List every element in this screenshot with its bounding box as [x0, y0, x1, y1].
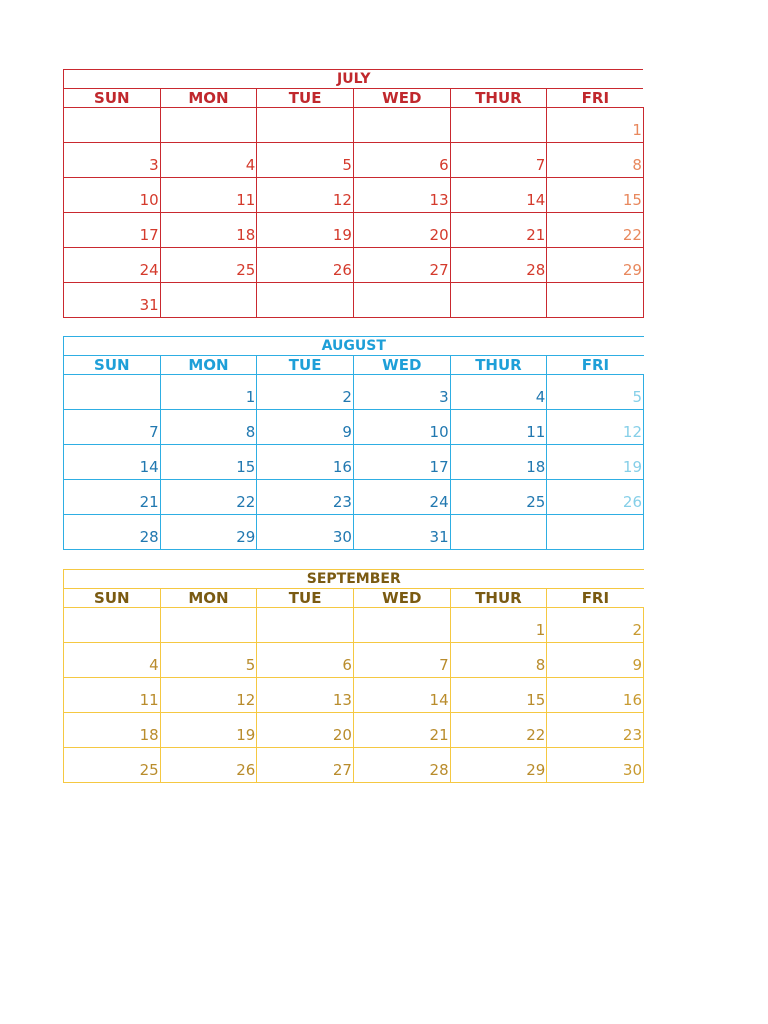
day-cell: 9 — [257, 410, 354, 445]
day-cell: 21 — [353, 713, 450, 748]
week-row — [64, 178, 644, 213]
day-cell: 1 — [160, 375, 257, 410]
day-cell: 11 — [64, 678, 161, 713]
weekday-header: MON — [160, 89, 257, 108]
weekday-header: TUE — [257, 589, 354, 608]
weekday-header: FRI — [547, 89, 644, 108]
day-cell: 18 — [160, 213, 257, 248]
day-cell: 1 — [450, 608, 547, 643]
day-cell: 8 — [160, 410, 257, 445]
day-cell — [160, 283, 257, 318]
day-cell: 13 — [257, 678, 354, 713]
day-cell — [257, 283, 354, 318]
weekday-header: WED — [353, 89, 450, 108]
day-cell: 24 — [64, 248, 161, 283]
day-cell: 19 — [547, 445, 644, 480]
day-cell: 11 — [450, 410, 547, 445]
day-cell: 11 — [160, 178, 257, 213]
day-cell: 8 — [547, 143, 644, 178]
day-cell — [353, 283, 450, 318]
day-cell: 3 — [64, 143, 161, 178]
day-cell: 25 — [64, 748, 161, 783]
day-cell: 2 — [257, 375, 354, 410]
day-cell — [450, 283, 547, 318]
day-cell: 15 — [160, 445, 257, 480]
day-cell: 18 — [450, 445, 547, 480]
week-row — [64, 410, 644, 445]
weekday-header: SUN — [64, 589, 161, 608]
weekday-header: FRI — [547, 356, 644, 375]
weekday-header: SUN — [64, 356, 161, 375]
day-cell: 21 — [450, 213, 547, 248]
week-row — [64, 283, 644, 318]
month-title: SEPTEMBER — [64, 570, 644, 589]
day-cell: 14 — [353, 678, 450, 713]
day-cell: 28 — [64, 515, 161, 550]
day-cell — [450, 515, 547, 550]
week-row — [64, 445, 644, 480]
day-cell — [353, 108, 450, 143]
week-row — [64, 678, 644, 713]
day-cell: 12 — [547, 410, 644, 445]
day-cell — [257, 608, 354, 643]
weekday-header: MON — [160, 356, 257, 375]
day-cell: 5 — [547, 375, 644, 410]
day-cell: 7 — [353, 643, 450, 678]
day-cell: 31 — [353, 515, 450, 550]
day-cell: 19 — [257, 213, 354, 248]
weekday-header: THUR — [450, 589, 547, 608]
weekday-header: THUR — [450, 356, 547, 375]
day-cell: 18 — [64, 713, 161, 748]
weekday-header: SUN — [64, 89, 161, 108]
weekday-header: FRI — [547, 589, 644, 608]
weekday-header: WED — [353, 589, 450, 608]
day-cell: 12 — [160, 678, 257, 713]
day-cell: 20 — [257, 713, 354, 748]
week-row — [64, 643, 644, 678]
day-cell: 12 — [257, 178, 354, 213]
day-cell: 10 — [353, 410, 450, 445]
day-cell — [64, 608, 161, 643]
day-cell: 6 — [257, 643, 354, 678]
day-cell: 4 — [450, 375, 547, 410]
month-title: JULY — [64, 70, 644, 89]
day-cell: 2 — [547, 608, 644, 643]
weekday-header: MON — [160, 589, 257, 608]
day-cell: 17 — [353, 445, 450, 480]
day-cell: 21 — [64, 480, 161, 515]
day-cell: 29 — [450, 748, 547, 783]
day-cell: 7 — [64, 410, 161, 445]
week-row — [64, 713, 644, 748]
day-cell: 25 — [450, 480, 547, 515]
day-cell: 4 — [64, 643, 161, 678]
day-cell: 29 — [160, 515, 257, 550]
day-cell: 3 — [353, 375, 450, 410]
day-cell: 15 — [450, 678, 547, 713]
day-cell — [160, 608, 257, 643]
day-cell: 6 — [353, 143, 450, 178]
day-cell: 16 — [547, 678, 644, 713]
month-title: AUGUST — [64, 337, 644, 356]
day-cell: 26 — [257, 248, 354, 283]
day-cell: 14 — [450, 178, 547, 213]
day-cell: 27 — [353, 248, 450, 283]
week-row — [64, 515, 644, 550]
weekday-header: WED — [353, 356, 450, 375]
day-cell — [547, 515, 644, 550]
week-row — [64, 108, 644, 143]
day-cell: 15 — [547, 178, 644, 213]
week-row — [64, 748, 644, 783]
day-cell: 22 — [450, 713, 547, 748]
day-cell: 22 — [547, 213, 644, 248]
day-cell: 29 — [547, 248, 644, 283]
september-calendar — [63, 569, 644, 783]
day-cell: 26 — [547, 480, 644, 515]
day-cell: 19 — [160, 713, 257, 748]
day-cell: 4 — [160, 143, 257, 178]
day-cell: 30 — [547, 748, 644, 783]
day-cell: 28 — [353, 748, 450, 783]
day-cell: 26 — [160, 748, 257, 783]
day-cell — [64, 375, 161, 410]
day-cell: 5 — [160, 643, 257, 678]
day-cell — [160, 108, 257, 143]
july-calendar — [63, 69, 644, 318]
week-row — [64, 248, 644, 283]
day-cell — [353, 608, 450, 643]
day-cell: 5 — [257, 143, 354, 178]
day-cell: 25 — [160, 248, 257, 283]
week-row — [64, 143, 644, 178]
day-cell: 23 — [547, 713, 644, 748]
august-calendar — [63, 336, 644, 550]
day-cell — [257, 108, 354, 143]
day-cell: 24 — [353, 480, 450, 515]
day-cell: 14 — [64, 445, 161, 480]
day-cell: 28 — [450, 248, 547, 283]
day-cell: 20 — [353, 213, 450, 248]
day-cell: 7 — [450, 143, 547, 178]
day-cell: 30 — [257, 515, 354, 550]
weekday-header: TUE — [257, 356, 354, 375]
day-cell: 16 — [257, 445, 354, 480]
day-cell: 31 — [64, 283, 161, 318]
week-row — [64, 608, 644, 643]
day-cell: 1 — [547, 108, 644, 143]
day-cell: 10 — [64, 178, 161, 213]
day-cell: 27 — [257, 748, 354, 783]
day-cell — [64, 108, 161, 143]
weekday-header: THUR — [450, 89, 547, 108]
week-row — [64, 213, 644, 248]
week-row — [64, 480, 644, 515]
day-cell: 9 — [547, 643, 644, 678]
day-cell: 23 — [257, 480, 354, 515]
day-cell — [450, 108, 547, 143]
day-cell: 17 — [64, 213, 161, 248]
day-cell: 22 — [160, 480, 257, 515]
week-row — [64, 375, 644, 410]
day-cell: 8 — [450, 643, 547, 678]
weekday-header: TUE — [257, 89, 354, 108]
day-cell — [547, 283, 644, 318]
day-cell: 13 — [353, 178, 450, 213]
